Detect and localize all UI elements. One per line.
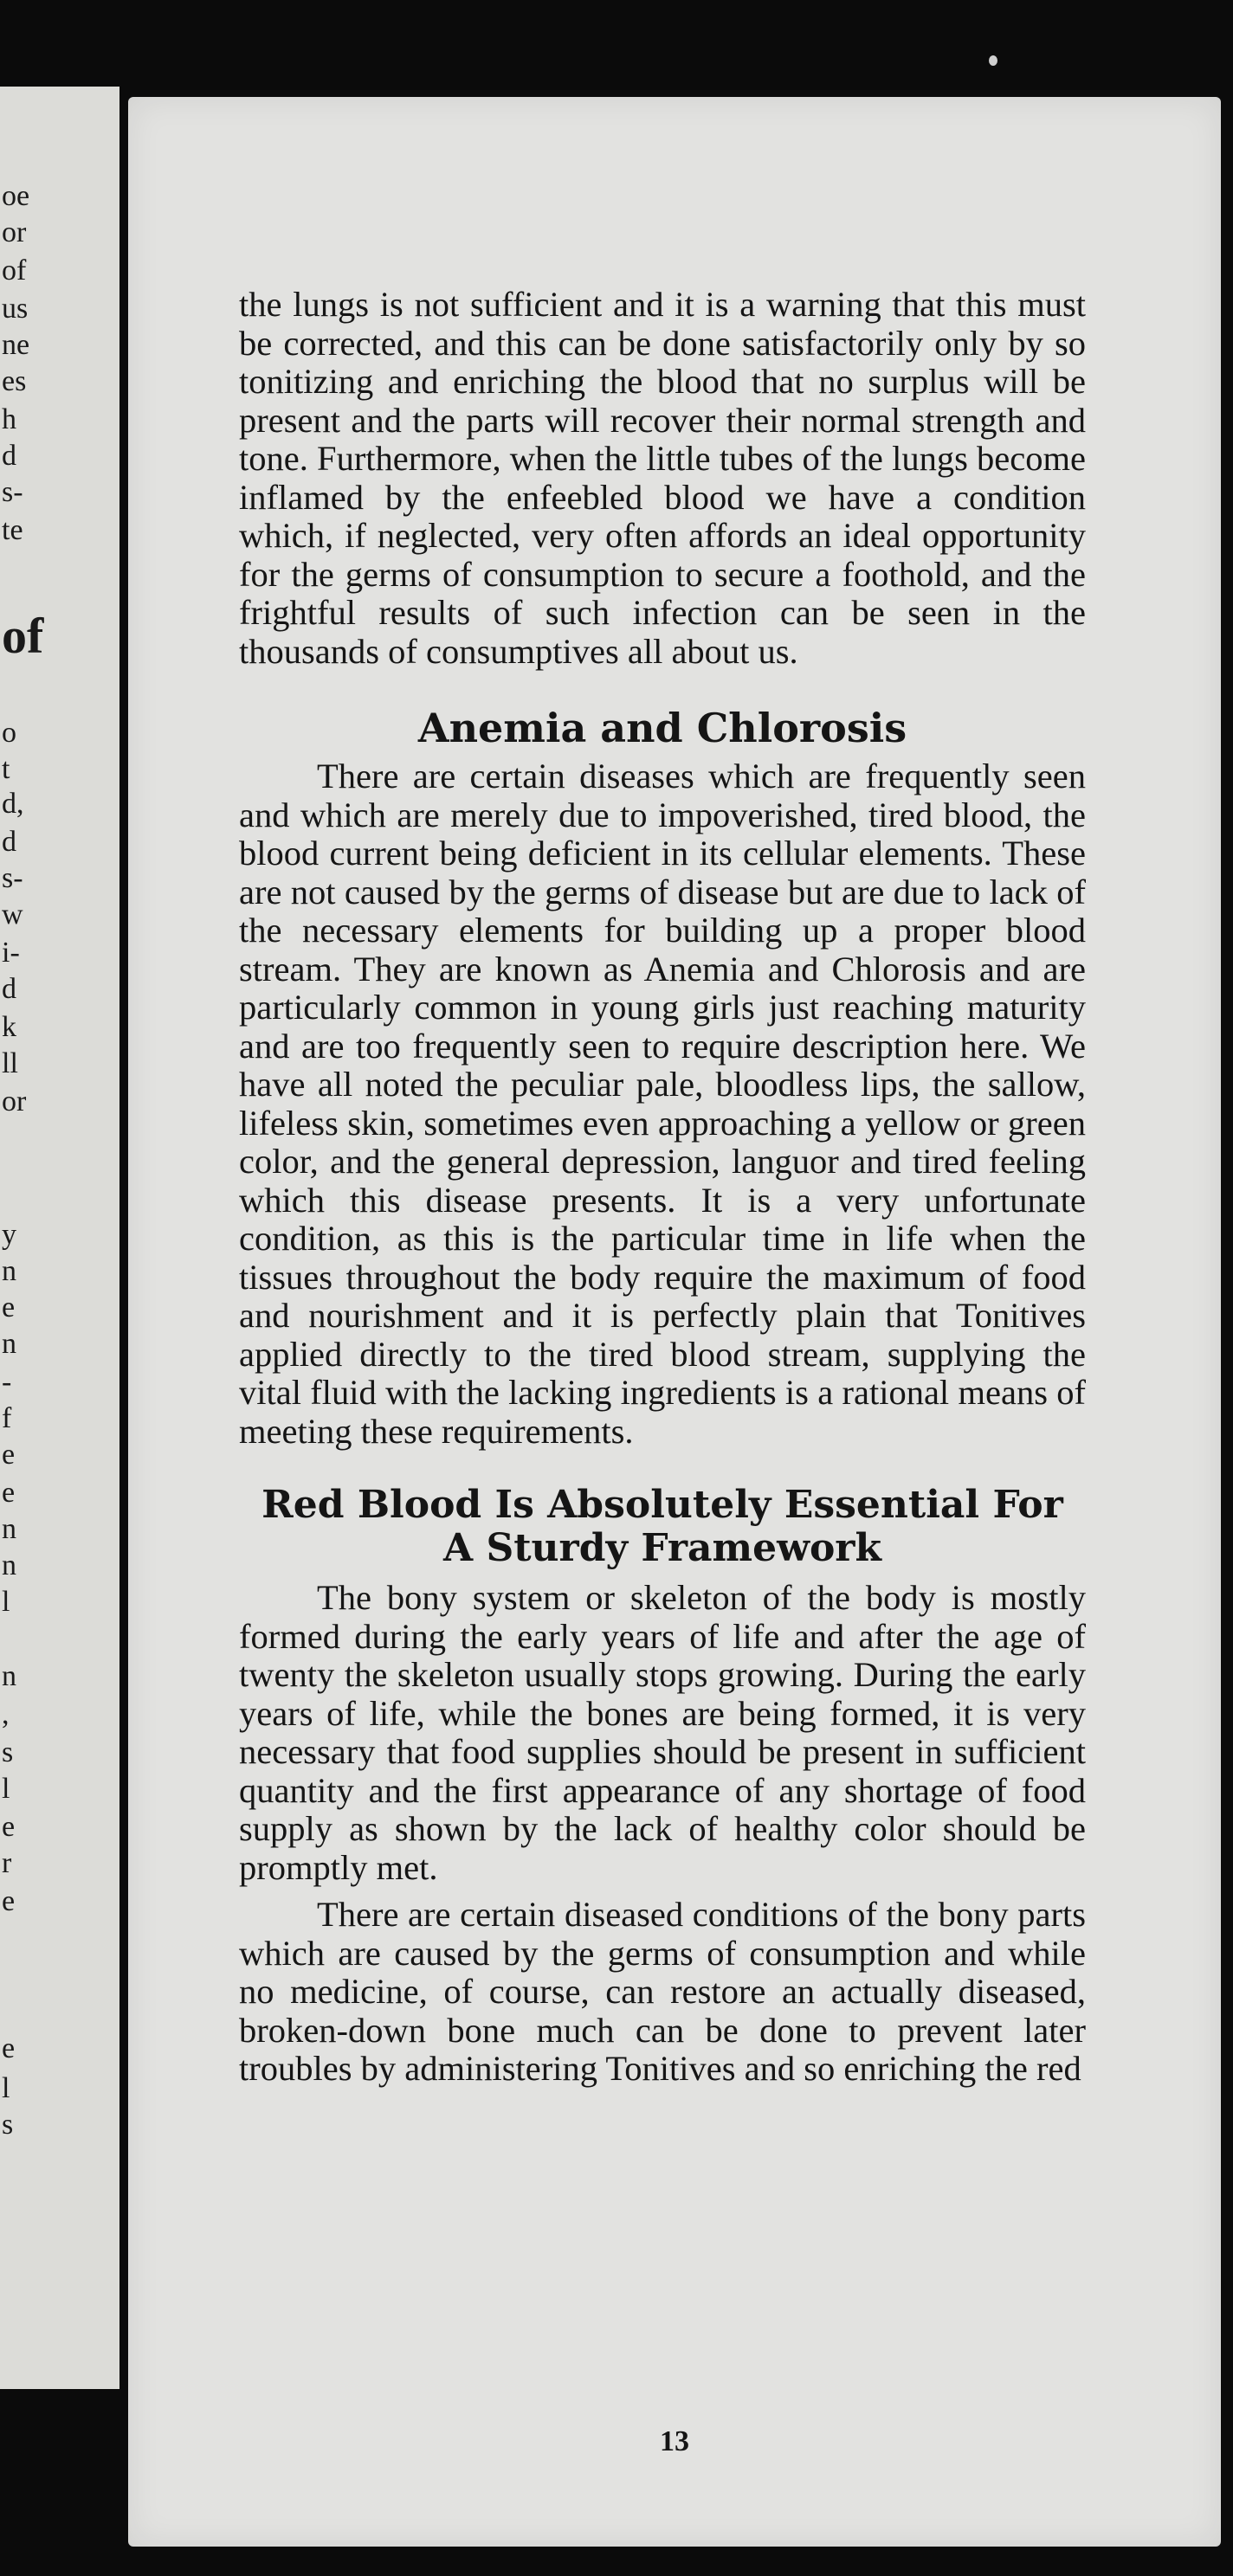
page-text-column xyxy=(239,286,1086,2089)
facing-page-fragment: s xyxy=(2,2109,14,2141)
facing-page-fragment: t xyxy=(2,753,10,785)
heading-anemia-chlorosis: Anemia and Chlorosis xyxy=(417,705,907,751)
facing-page-fragment: d xyxy=(2,826,16,858)
paragraph-lungs: the lungs is not sufficient and it is a warning that this must be corrected, and this can be done satisfactorily only by so tonitizing and enriching the blood that no surplus will be present and the parts will recover their normal strength and tone. Furthermore, when the little tubes of the lungs become inflamed by the enfeebled blood we have a condition which, if neglected, very often affords an ideal opportunity for the germs of consumption to secure a foothold, and the frightful results of such infection can be seen in the thousands of consumptives all about us. xyxy=(239,285,1086,671)
facing-page-fragment: e xyxy=(2,1477,16,1509)
facing-page-fragment: e xyxy=(2,1291,16,1323)
facing-page-fragment: l xyxy=(2,1586,10,1618)
paragraph-bony-system: The bony system or skeleton of the body is mostly formed during the early years of life and after the age of twenty the skeleton usually stops growing. During the early years of life, while the bones are being formed, it is very necessary that food supplies should be present in sufficient quantity and the first appearance of any shortage of food supply as shown by the lack of healthy color should be promptly met. xyxy=(239,1578,1086,1887)
facing-page-fragment: d xyxy=(2,440,16,472)
facing-page-fragment: e xyxy=(2,1811,16,1843)
facing-page-fragment: or xyxy=(2,216,27,248)
page-number: 13 xyxy=(660,2425,689,2457)
facing-page-fragment: or xyxy=(2,1085,27,1117)
facing-page-fragment: e xyxy=(2,1885,16,1917)
facing-page-fragment: l xyxy=(2,1773,10,1805)
facing-page-fragment: s- xyxy=(2,476,23,508)
facing-page-fragment: , xyxy=(2,1698,10,1730)
facing-page-fragment: s xyxy=(2,1736,14,1768)
facing-page-fragment: h xyxy=(2,403,16,435)
facing-page-fragment: ll xyxy=(2,1047,18,1079)
facing-page-fragment: d xyxy=(2,973,16,1005)
facing-page-fragment: o xyxy=(2,717,16,749)
page-speck xyxy=(989,55,997,66)
facing-page-fragment: r xyxy=(2,1847,12,1879)
facing-page-fragment: e xyxy=(2,1439,16,1471)
paragraph-anemia: There are certain diseases which are frequently seen and which are merely due to impoverished, tired blood, the blood current being deficient in its cellular elements. These are not caused by the germs of disease but are due to lack of the necessary elements for building up a proper blood stream. They are known as Anemia and Chlorosis and are particularly common in young girls just reaching maturity and are too frequently seen to require description here. We have all noted the peculiar pale, bloodless lips, the sallow, lifeless skin, sometimes even approaching a yellow or green color, and the general depression, languor and tired feeling which this disease presents. It is a very unfortunate condition, as this is the particular time in life when the tissues throughout the body require the maximum of food and nourishment and it is perfectly plain that Tonitives applied directly to the tired blood stream, supplying the vital fluid with the lacking ingredients is a rational means of meeting these requirements. xyxy=(239,757,1086,1451)
facing-page-fragment: of xyxy=(2,254,27,287)
facing-page-fragment: us xyxy=(2,293,29,325)
facing-page-fragment: n xyxy=(2,1549,16,1581)
facing-page-fragment: l xyxy=(2,2072,10,2104)
facing-page-fragment: i- xyxy=(2,937,20,969)
facing-page-fragment: es xyxy=(2,365,27,397)
facing-page-fragment: ne xyxy=(2,329,30,361)
heading-red-blood xyxy=(239,1484,1086,1570)
facing-page-fragment: s- xyxy=(2,862,23,894)
facing-page-edge xyxy=(0,87,119,2389)
facing-page-fragment: n xyxy=(2,1513,16,1545)
facing-page-fragment: - xyxy=(2,1366,12,1398)
paragraph-diseased-conditions: There are certain diseased conditions of the bony parts which are caused by the germs of consumption and while no medicine, of course, can restore an actually diseased, broken-down bone much can be done to prevent later troubles by administering Tonitives and so enriching the red xyxy=(239,1895,1086,2088)
heading-red-blood-line-2: A Sturdy Framework xyxy=(443,1526,881,1570)
facing-page-fragment: e xyxy=(2,2032,16,2064)
facing-page-fragment: y xyxy=(2,1219,16,1251)
book-page xyxy=(128,97,1221,2547)
heading-red-blood-line-1: Red Blood Is Absolutely Essential For xyxy=(261,1483,1063,1527)
facing-page-fragment: w xyxy=(2,898,23,931)
facing-page-fragment: n xyxy=(2,1255,16,1287)
facing-page-fragment: f xyxy=(2,1402,12,1434)
facing-page-fragment: k xyxy=(2,1011,16,1043)
facing-page-fragment: n xyxy=(2,1660,16,1692)
facing-page-fragment: n xyxy=(2,1328,16,1360)
facing-page-fragment: d, xyxy=(2,788,24,820)
facing-page-fragment: of xyxy=(2,608,44,664)
facing-page-fragment: te xyxy=(2,514,23,546)
facing-page-fragment: oe xyxy=(2,180,30,212)
